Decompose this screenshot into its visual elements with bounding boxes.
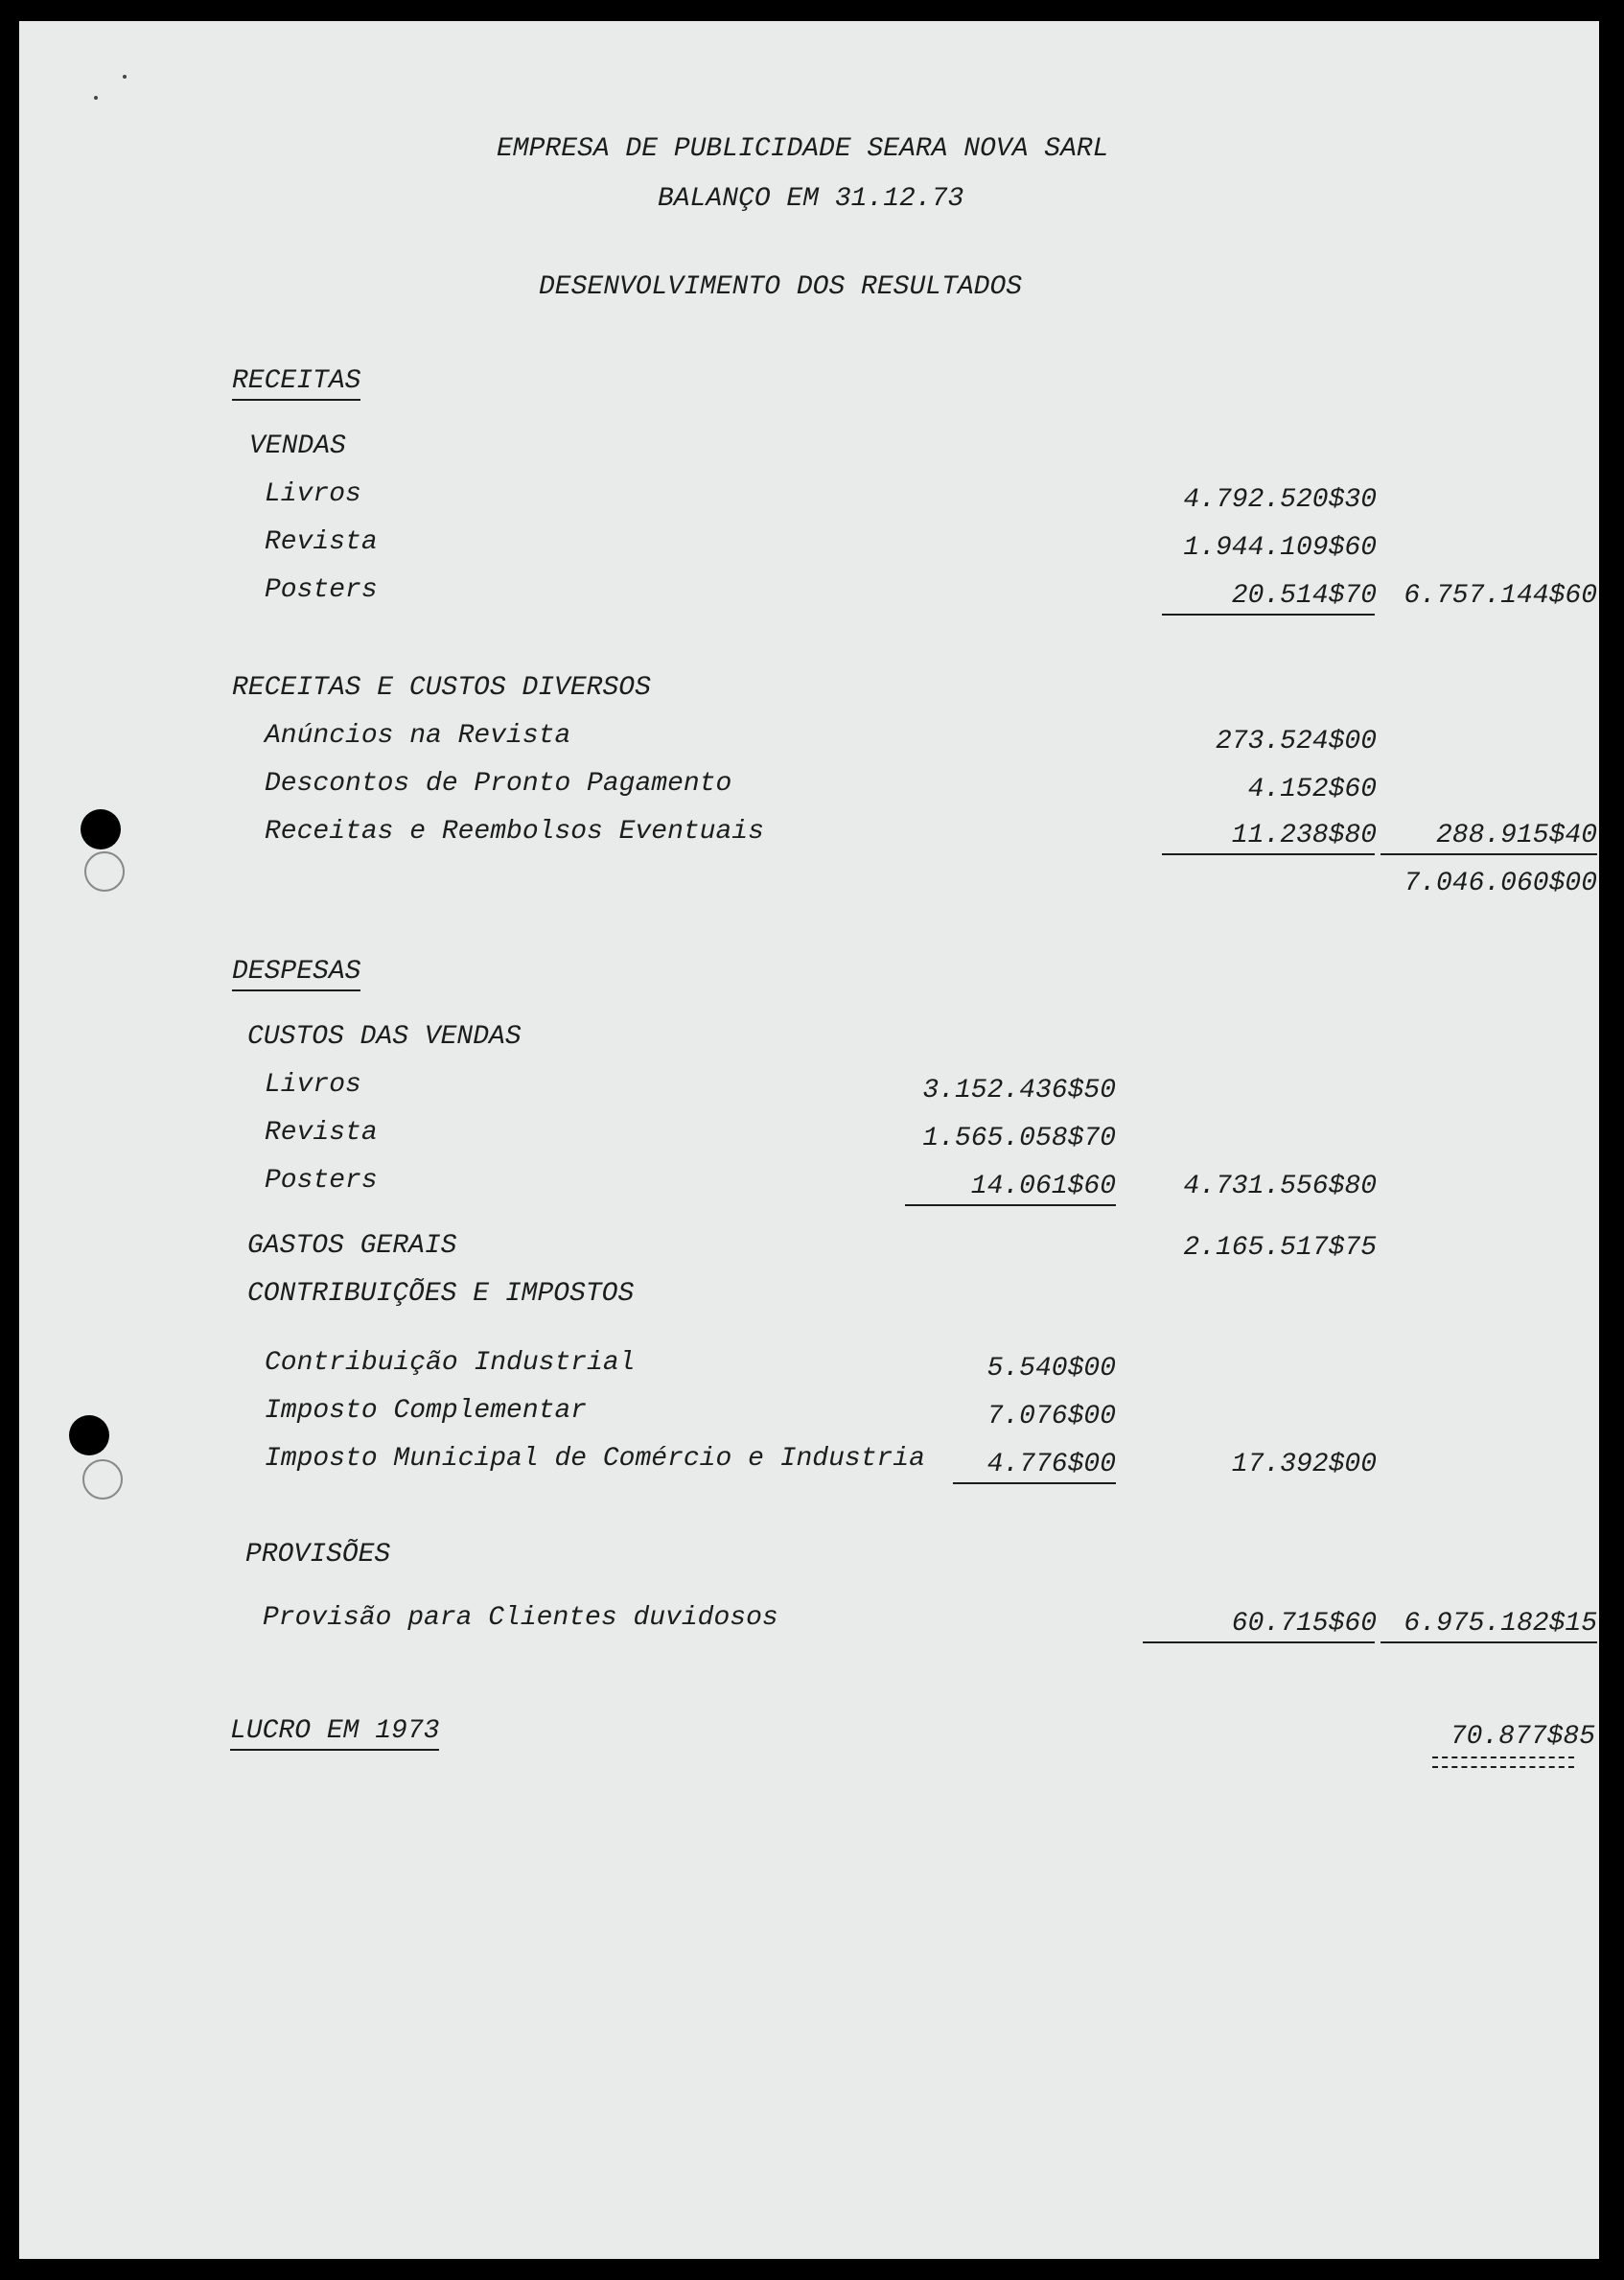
punch-hole-ring — [82, 1459, 123, 1500]
receitas-heading: RECEITAS — [232, 366, 360, 401]
paper-speck — [123, 75, 127, 79]
custos-total: 4.731.556$80 — [1183, 1172, 1377, 1201]
provisoes-label: PROVISÕES — [245, 1540, 391, 1570]
provisao-value: 60.715$60 — [1231, 1609, 1377, 1639]
custos-label: CUSTOS DAS VENDAS — [247, 1022, 522, 1052]
custos-posters-value: 14.061$60 — [970, 1172, 1116, 1201]
lucro-label: LUCRO EM 1973 — [230, 1716, 439, 1751]
custos-livros-label: Livros — [265, 1070, 361, 1100]
vendas-revista-value: 1.944.109$60 — [1183, 533, 1377, 563]
subtotal-rule — [905, 1204, 1116, 1206]
paper-speck — [94, 96, 98, 100]
diversos-receitas-label: Receitas e Reembolsos Eventuais — [265, 817, 764, 847]
imposto-municipal-label: Imposto Municipal de Comércio e Industria — [265, 1444, 925, 1474]
company-name: EMPRESA DE PUBLICIDADE SEARA NOVA SARL — [497, 134, 1109, 164]
imposto-complementar-label: Imposto Complementar — [265, 1396, 588, 1426]
gastos-gerais-value: 2.165.517$75 — [1183, 1233, 1377, 1263]
subtotal-rule — [1143, 1641, 1375, 1643]
contribuicao-industrial-value: 5.540$00 — [986, 1354, 1116, 1384]
double-underline — [1432, 1757, 1574, 1768]
vendas-posters-label: Posters — [265, 575, 378, 605]
diversos-anuncios-value: 273.524$00 — [1215, 727, 1377, 756]
vendas-posters-value: 20.514$70 — [1231, 581, 1377, 611]
custos-revista-label: Revista — [265, 1118, 378, 1148]
punch-hole-ring — [84, 851, 125, 892]
subtotal-rule — [953, 1482, 1116, 1484]
custos-livros-value: 3.152.436$50 — [922, 1076, 1116, 1105]
custos-posters-label: Posters — [265, 1166, 378, 1196]
custos-revista-value: 1.565.058$70 — [922, 1124, 1116, 1153]
gastos-gerais-label: GASTOS GERAIS — [247, 1231, 457, 1261]
vendas-revista-label: Revista — [265, 527, 378, 557]
despesas-heading: DESPESAS — [232, 957, 360, 991]
punch-hole — [69, 1415, 109, 1455]
imposto-complementar-value: 7.076$00 — [986, 1402, 1116, 1431]
vendas-livros-value: 4.792.520$30 — [1183, 485, 1377, 515]
diversos-label: RECEITAS E CUSTOS DIVERSOS — [232, 673, 651, 703]
balance-date: BALANÇO EM 31.12.73 — [658, 184, 964, 214]
contribuicoes-total: 17.392$00 — [1231, 1450, 1377, 1479]
despesas-grand-total: 6.975.182$15 — [1404, 1609, 1597, 1639]
imposto-municipal-value: 4.776$00 — [986, 1450, 1116, 1479]
vendas-label: VENDAS — [249, 431, 346, 461]
diversos-descontos-value: 4.152$60 — [1247, 775, 1377, 804]
lucro-value: 70.877$85 — [1450, 1722, 1595, 1752]
contribuicoes-label: CONTRIBUIÇÕES E IMPOSTOS — [247, 1279, 635, 1309]
diversos-descontos-label: Descontos de Pronto Pagamento — [265, 769, 732, 799]
receitas-grand-total: 7.046.060$00 — [1404, 869, 1597, 898]
subtotal-rule — [1162, 614, 1375, 616]
section-title: DESENVOLVIMENTO DOS RESULTADOS — [539, 272, 1023, 302]
total-rule — [1380, 853, 1597, 855]
contribuicao-industrial-label: Contribuição Industrial — [265, 1348, 636, 1378]
diversos-total: 288.915$40 — [1435, 821, 1597, 850]
total-rule — [1380, 1641, 1597, 1643]
subtotal-rule — [1162, 853, 1375, 855]
diversos-anuncios-label: Anúncios na Revista — [265, 721, 571, 751]
vendas-total: 6.757.144$60 — [1404, 581, 1597, 611]
diversos-receitas-value: 11.238$80 — [1231, 821, 1377, 850]
vendas-livros-label: Livros — [265, 479, 361, 509]
document-page — [19, 21, 1599, 2259]
provisao-label: Provisão para Clientes duvidosos — [263, 1603, 778, 1633]
punch-hole — [81, 809, 121, 849]
